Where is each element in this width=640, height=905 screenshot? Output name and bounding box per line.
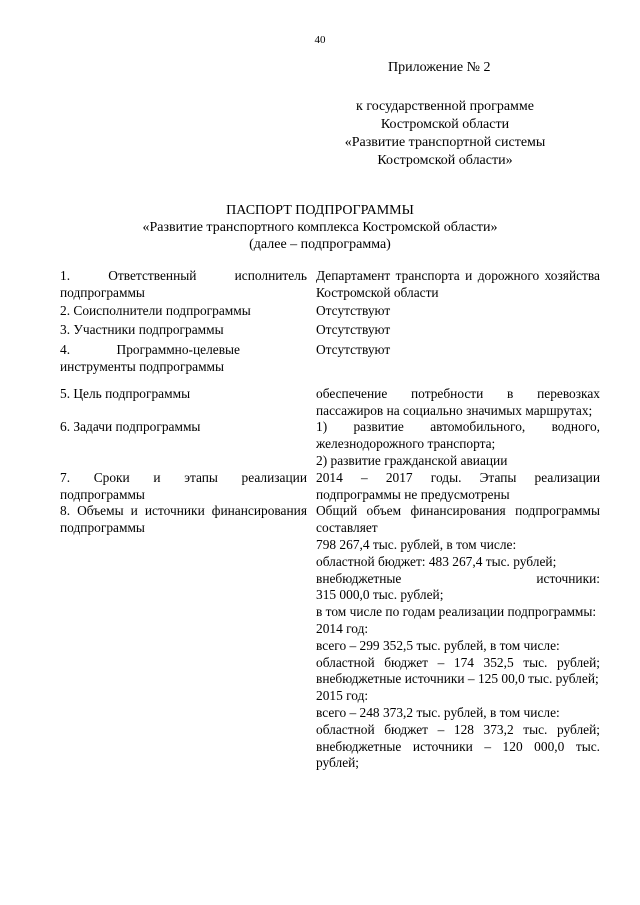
title-line: (далее – подпрограмма) xyxy=(249,237,391,252)
passport-title xyxy=(0,202,640,253)
row-value-line: областной бюджет – 128 373,2 тыс. рублей; внебюджетные источники – 120 000,0 тыс. рублей; xyxy=(316,721,600,771)
row-value-line: в том числе по годам реализации подпрограммы: xyxy=(316,604,597,620)
row-value-line: 2014 – 2017 годы. Этапы реализации подпрограммы не предусмотрены xyxy=(316,469,600,502)
row-value-line: Отсутствуют xyxy=(316,302,391,318)
row-value-line: Отсутствуют xyxy=(316,322,391,338)
row-value-line: 1) развитие автомобильного, водного, железнодорожного транспорта; xyxy=(316,419,600,452)
row-value-line: 2015 год: xyxy=(316,688,369,704)
program-reference-line: «Развитие транспортной системы xyxy=(344,135,546,150)
row-value-line: 2) развитие гражданской авиации xyxy=(316,452,508,468)
passport-row xyxy=(60,419,600,469)
program-reference-line: Костромской области» xyxy=(377,153,513,168)
row-label: 1. Ответственный исполнитель подпрограммы xyxy=(60,268,307,300)
row-label: 5. Цель подпрограммы xyxy=(60,385,191,401)
row-label: 3. Участники подпрограммы xyxy=(60,322,224,338)
row-value xyxy=(316,470,600,504)
row-value-line: 2014 год: xyxy=(316,620,369,636)
row-value-line: 315 000,0 тыс. рублей; xyxy=(316,587,444,603)
row-value xyxy=(316,342,600,376)
passport-row xyxy=(60,342,600,376)
row-value-line: 798 267,4 тыс. рублей, в том числе: xyxy=(316,536,517,552)
row-value-line: областной бюджет: 483 267,4 тыс. рублей; xyxy=(316,553,557,569)
program-reference-line: к государственной программе xyxy=(356,99,534,114)
row-value-line: областной бюджет – 174 352,5 тыс. рублей; внебюджетные источники – 125 00,0 тыс. рублей; xyxy=(316,654,600,687)
row-label: 8. Объемы и источники финансирования подпрограммы xyxy=(60,503,307,536)
row-value-line: внебюджетные источники: xyxy=(316,570,600,586)
row-value xyxy=(316,268,600,302)
title-line: ПАСПОРТ ПОДПРОГРАММЫ xyxy=(226,203,414,218)
row-value-line: Отсутствуют xyxy=(316,342,391,358)
program-reference-line: Костромской области xyxy=(380,117,510,132)
passport-row xyxy=(60,303,600,320)
row-value-line: всего – 248 373,2 тыс. рублей, в том числе: xyxy=(316,704,560,720)
program-reference xyxy=(310,98,580,170)
row-label: 6. Задачи подпрограммы xyxy=(60,419,201,435)
passport-row xyxy=(60,470,600,504)
row-value xyxy=(316,419,600,469)
passport-row xyxy=(60,322,600,339)
row-label: 2. Соисполнители подпрограммы xyxy=(60,302,251,318)
row-value-line: Общий объем финансирования подпрограммы составляет xyxy=(316,503,600,536)
row-label: 4. Программно-целевые инструменты подпрограммы xyxy=(60,342,240,374)
row-label: 7. Сроки и этапы реализации подпрограммы xyxy=(60,469,307,502)
passport-row xyxy=(60,503,600,772)
row-value xyxy=(316,503,600,772)
row-value xyxy=(316,303,600,320)
title-line: «Развитие транспортного комплекса Костромской области» xyxy=(142,220,498,235)
passport-table xyxy=(60,268,600,772)
passport-row xyxy=(60,386,600,420)
row-value-line: Департамент транспорта и дорожного хозяйства Костромской области xyxy=(316,268,600,300)
row-value xyxy=(316,322,600,339)
passport-row xyxy=(60,268,600,302)
row-value xyxy=(316,386,600,420)
row-value-line: обеспечение потребности в перевозках пассажиров на социально значимых маршрутах; xyxy=(316,385,600,418)
row-value-line: всего – 299 352,5 тыс. рублей, в том числе: xyxy=(316,637,560,653)
page-number: 40 xyxy=(314,34,326,46)
appendix-label: Приложение № 2 xyxy=(388,60,491,75)
